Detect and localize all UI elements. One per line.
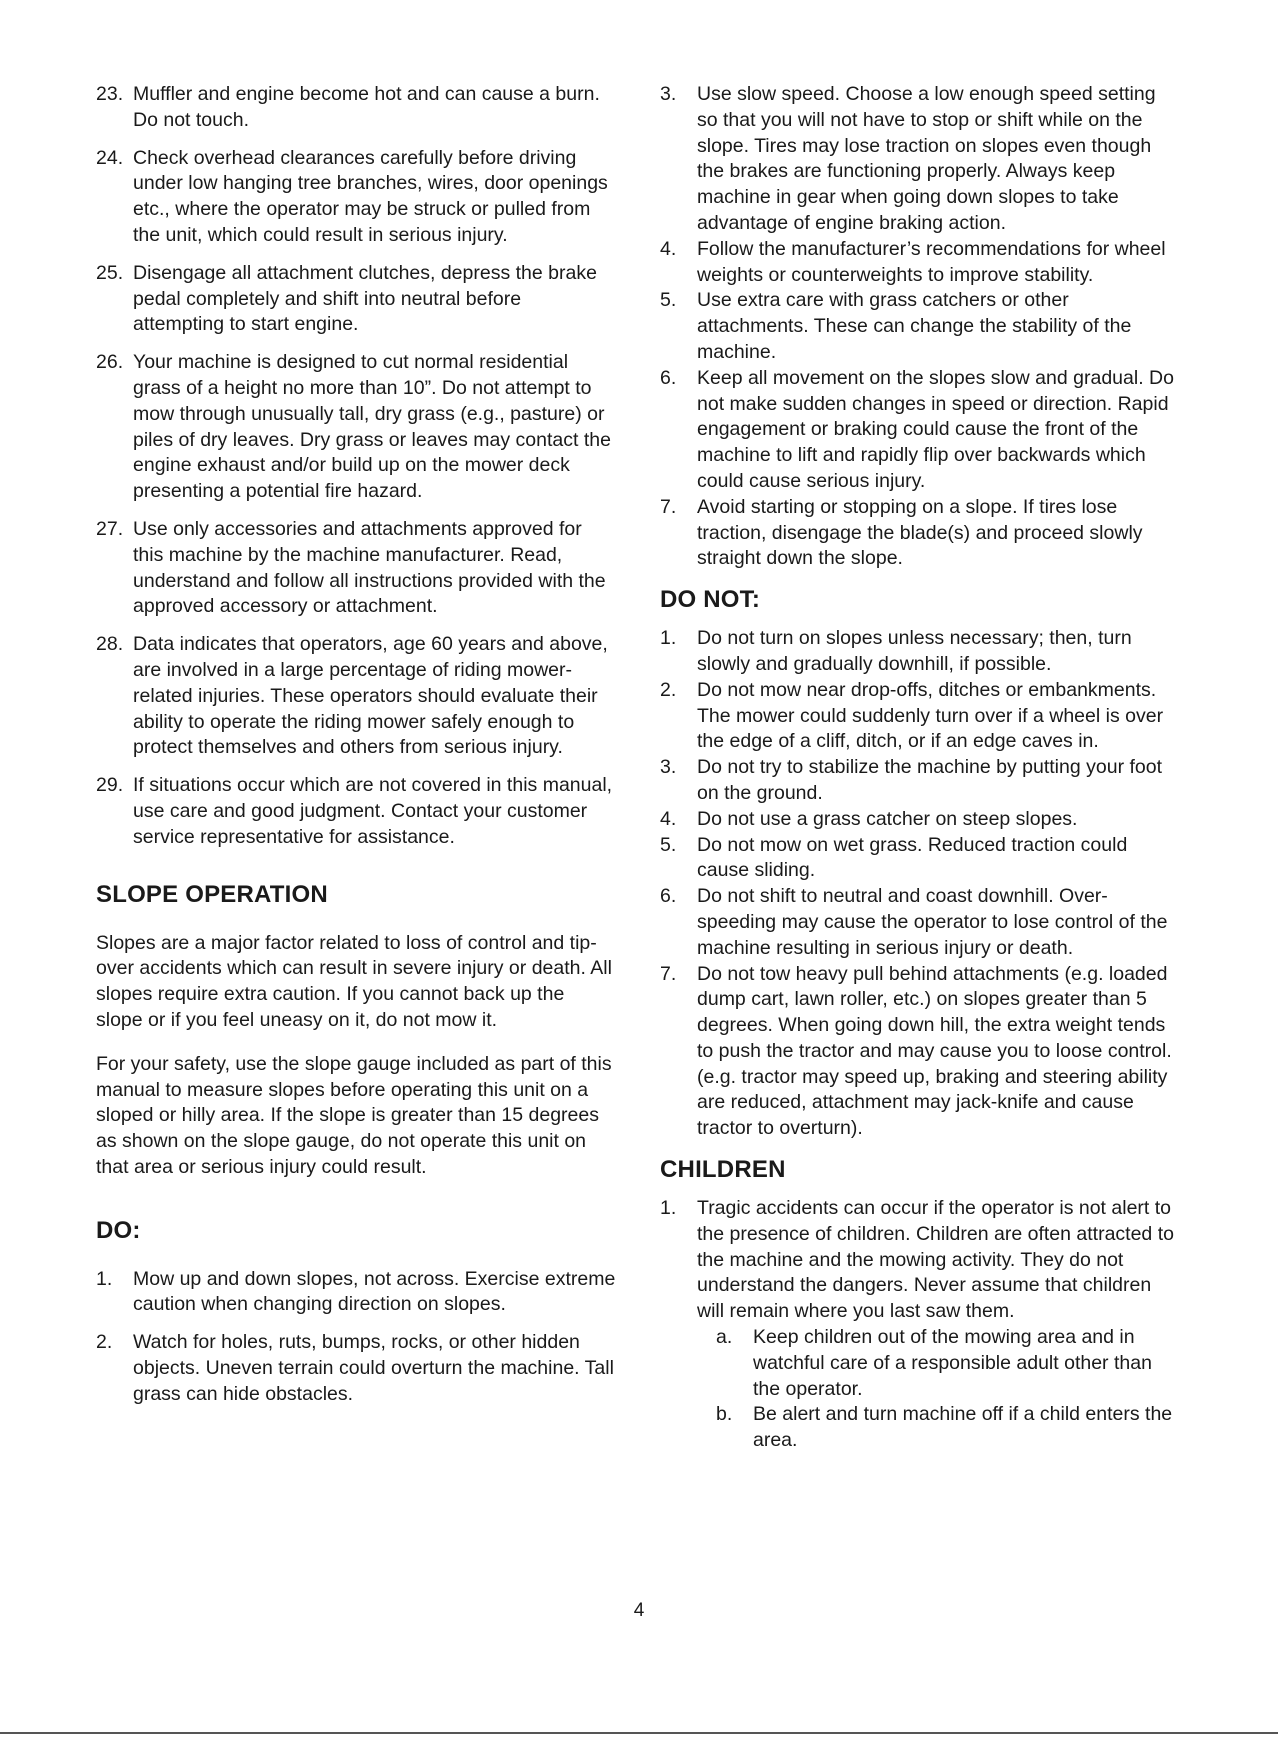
list-item (96, 1267, 616, 1319)
list-item (96, 1330, 616, 1407)
item-text: Data indicates that operators, age 60 years and above, are involved in a large percentage of riding mower-related injuries. These operators should evaluate their ability to operate the riding mower safely enough to protect themselves and others from serious injury. (133, 633, 608, 759)
list-item (660, 755, 1180, 807)
item-text: Do not turn on slopes unless necessary; then, turn slowly and gradually downhill, if possible. (697, 627, 1132, 675)
list-item (660, 962, 1180, 1143)
item-number: 3. (660, 756, 677, 779)
item-text: Do not use a grass catcher on steep slopes. (697, 807, 1078, 830)
item-number: 29. (96, 774, 124, 797)
list-item (660, 82, 1180, 237)
list-item (660, 237, 1180, 289)
right-column (660, 82, 1180, 1454)
item-text: Muffler and engine become hot and can cause a burn. Do not touch. (133, 83, 600, 131)
item-text: Do not mow on wet grass. Reduced traction could cause sliding. (697, 833, 1128, 882)
item-number: 5. (660, 289, 677, 312)
item-text: Use only accessories and attachments approved for this machine by the machine manufacturer. Read, understand and follow all instructions provided with the approved accessory or attachment. (133, 517, 606, 618)
item-letter: b. (716, 1403, 733, 1426)
item-number: 1. (660, 1197, 677, 1220)
item-text: Follow the manufacturer’s recommendations for wheel weights or counterweights to improve stability. (697, 237, 1166, 286)
left-column (96, 82, 616, 1408)
item-text: Your machine is designed to cut normal residential grass of a height no more than 10”. Do not attempt to mow through unusually tall, dry grass (e.g., pasture) or piles of dry leaves. Dry grass or leaves may contact the engine exhaust and/or build up on the mower deck presenting a potential fire hazard. (133, 351, 611, 503)
item-text: Do not mow near drop-offs, ditches or embankments. The mower could suddenly turn over if a wheel is over the edge of a cliff, ditch, or if an edge caves in. (697, 678, 1164, 753)
item-number: 7. (660, 962, 677, 985)
list-item (660, 807, 1180, 833)
do-heading: DO: (96, 1216, 141, 1244)
item-text: Keep children out of the mowing area and in watchful care of a responsible adult other than the operator. (753, 1326, 1152, 1400)
item-number: 4. (660, 807, 677, 830)
page-number: 4 (633, 1600, 645, 1621)
slope-paragraph: Slopes are a major factor related to loss of control and tip-over accidents which can result in severe injury or death. All slopes require extra caution. If you cannot back up the slope or if you feel uneasy on it, do not mow it. (96, 931, 612, 1031)
item-text: Use slow speed. Choose a low enough speed setting so that you will not have to stop or shift while on the slope. Tires may lose traction on slopes even though the brakes are functioning properly. Always keep machine in gear when going down slopes to take advantage of engine braking action. (697, 83, 1156, 234)
item-text: Avoid starting or stopping on a slope. If tires lose traction, disengage the blade(s) and proceed slowly straight down the slope. (697, 495, 1143, 570)
item-number: 2. (96, 1331, 113, 1354)
item-text: Do not try to stabilize the machine by putting your foot on the ground. (697, 756, 1163, 804)
item-number: 1. (660, 627, 677, 650)
item-number: 26. (96, 351, 124, 374)
item-number: 25. (96, 261, 124, 284)
item-number: 24. (96, 146, 124, 169)
list-item (96, 261, 616, 338)
list-item (96, 632, 616, 761)
item-text: Tragic accidents can occur if the operator is not alert to the presence of children. Children are often attracted to the machine and the mowing activity. They do not understand the dangers. Never assume that children will remain where you last saw them. (697, 1197, 1174, 1323)
item-number: 2. (660, 678, 677, 701)
item-number: 5. (660, 833, 677, 856)
item-text: Be alert and turn machine off if a child enters the area. (753, 1403, 1173, 1452)
list-item (96, 82, 616, 134)
item-text: Use extra care with grass catchers or other attachments. These can change the stability of the machine. (697, 289, 1132, 363)
list-item (660, 1196, 1180, 1325)
list-item (96, 773, 616, 850)
item-number: 7. (660, 495, 677, 518)
item-number: 6. (660, 885, 677, 908)
item-number: 6. (660, 366, 677, 389)
list-item (96, 517, 616, 620)
item-number: 27. (96, 517, 124, 540)
item-text: Watch for holes, ruts, bumps, rocks, or other hidden objects. Uneven terrain could overturn the machine. Tall grass can hide obstacles. (133, 1331, 614, 1405)
list-item (660, 288, 1180, 365)
list-item (660, 495, 1180, 572)
list-item (660, 366, 1180, 495)
list-item (660, 678, 1180, 755)
slope-operation-heading: SLOPE OPERATION (96, 880, 328, 908)
item-text: Do not shift to neutral and coast downhill. Over-speeding may cause the operator to lose control of the machine resulting in serious injury or death. (697, 885, 1168, 959)
item-number: 4. (660, 237, 677, 260)
item-number: 3. (660, 83, 677, 105)
bottom-divider (0, 1732, 1278, 1734)
item-number: 1. (96, 1267, 113, 1290)
item-number: 23. (96, 83, 124, 105)
do-not-heading: DO NOT: (660, 586, 761, 614)
children-heading: CHILDREN (660, 1156, 786, 1184)
sub-list-item (716, 1325, 1180, 1402)
item-text: Disengage all attachment clutches, depress the brake pedal completely and shift into neutral before attempting to start engine. (133, 261, 597, 336)
slope-paragraph: For your safety, use the slope gauge included as part of this manual to measure slopes before operating this unit on a sloped or hilly area. If the slope is greater than 15 degrees as shown on the slope gauge, do not operate this unit on that area or serious injury could result. (96, 1052, 612, 1178)
list-item (660, 833, 1180, 885)
sub-list-item (716, 1402, 1180, 1454)
item-text: If situations occur which are not covered in this manual, use care and good judgment. Contact your customer service representative for assistance. (133, 774, 613, 848)
item-letter: a. (716, 1326, 733, 1349)
item-number: 28. (96, 633, 124, 656)
item-text: Check overhead clearances carefully before driving under low hanging tree branches, wires, door openings etc., where the operator may be struck or pulled from the unit, which could result in serious injury. (133, 146, 608, 246)
list-item (660, 884, 1180, 961)
item-text: Do not tow heavy pull behind attachments (e.g. loaded dump cart, lawn roller, etc.) on slopes greater than 5 degrees. When going down hill, the extra weight tends to push the tractor and may cause you to loose control. (e.g. tractor may speed up, braking and steering ability are reduced, attachment may jack-knife and cause tractor to overturn). (697, 962, 1172, 1140)
list-item (96, 350, 616, 505)
list-item (660, 626, 1180, 678)
item-text: Mow up and down slopes, not across. Exercise extreme caution when changing direction on slopes. (133, 1267, 616, 1316)
item-text: Keep all movement on the slopes slow and gradual. Do not make sudden changes in speed or direction. Rapid engagement or braking could cause the front of the machine to lift and rapidly flip over backwards which could cause serious injury. (697, 366, 1174, 492)
list-item (96, 146, 616, 249)
